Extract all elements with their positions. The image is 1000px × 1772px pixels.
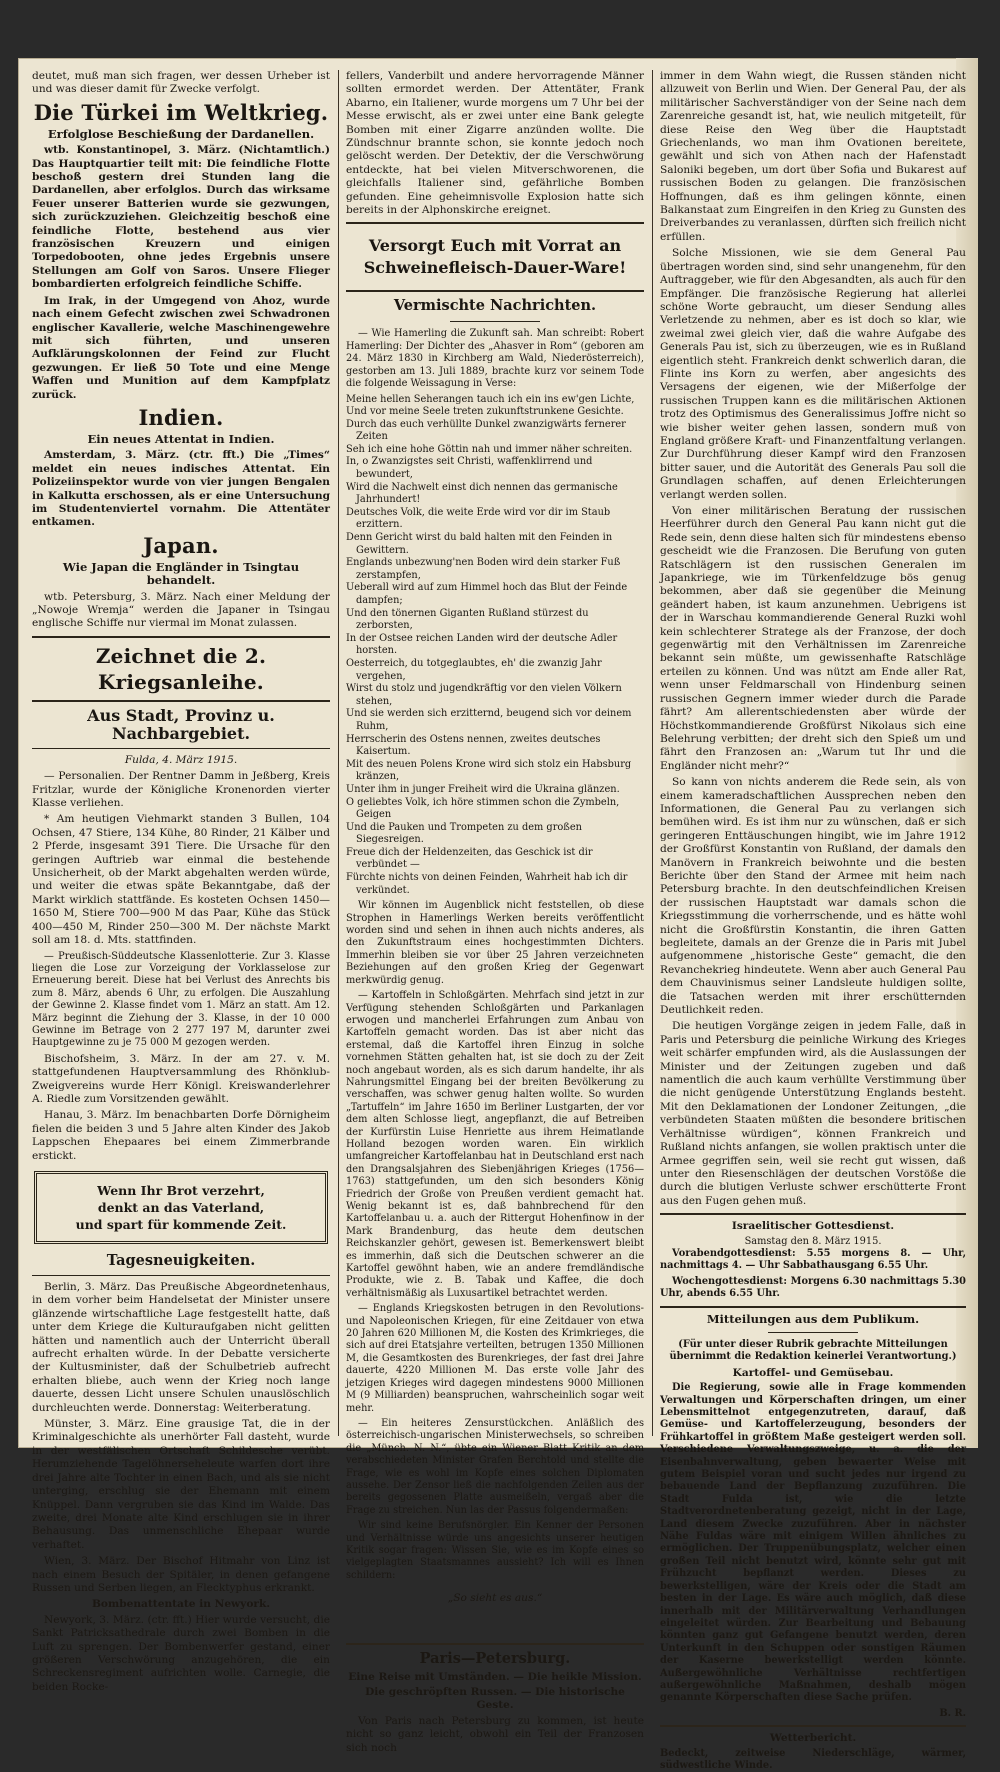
- paragraph: — Englands Kriegskosten betrugen in den Revolutions- und Napoleonischen Kriegen, für eine Zeitdauer von etwa 20 Jahren 620 Millionen M, die Kosten des Krimkrieges, die sich auf drei Etatsjahre verteilten, betrugen 1350 Millionen M, die Gesamtkosten des Burenkrieges, der fast drei Jahre dauerte, 4220 Millionen M. Das erste volle Jahr des jetzigen Krieges wird dagegen mindestens 9000 Millionen M (9 Milliarden) beanspruchen, wahrscheinlich sogar weit mehr.: [346, 1303, 644, 1414]
- separator: [346, 290, 644, 292]
- brot-line: Wenn Ihr Brot verzehrt,: [97, 1183, 265, 1198]
- paragraph: Wir sind keine Berufsnörgler. Ein Kenner der Personen und Verhältnisse würde uns angesichts unserer heutigen Kritik sogar fragen: Wissen Sie, wie es im Kopfe eines so vielgeplagten Staatsmannes aussieht? Ich will es Ihnen schildern:: [346, 1520, 644, 1581]
- paragraph: Bischofsheim, 3. März. In der am 27. v. M. stattgefundenen Hauptversammlung des Rhönklub-Zweigvereins wurde Herr Königl. Kreiswanderlehrer A. Riedle zum Vorsitzenden gewählt.: [32, 1052, 330, 1105]
- column-2: [346, 70, 644, 1754]
- paragraph: Wien, 3. März. Der Bischof Hitmahr von Linz ist nach einem Besuch der Spitäler, in denen gefangene Russen und Serben liegen, an Flecktyphus erkrankt.: [32, 1555, 330, 1594]
- brot-notice-box: [34, 1171, 328, 1244]
- section-title-mitteilungen: Mitteilungen aus dem Publikum.: [706, 1311, 920, 1326]
- hamerling-poem: [346, 394, 644, 898]
- section-title-paris: Paris—Petersburg.: [419, 1649, 571, 1667]
- poem-line: Freue dich der Heldenzeiten, das Geschick ist dir verbündet —: [346, 846, 593, 871]
- poem-line: Herrscherin des Ostens nennen, zweites deutsches Kaisertum.: [346, 733, 601, 758]
- poem-line: In, o Zwanzigstes seit Christi, waffenklirrend und bewundert,: [346, 456, 593, 481]
- separator: [32, 700, 330, 702]
- brot-line: und spart für kommende Zeit.: [75, 1217, 287, 1232]
- article-title-indien: Indien.: [138, 404, 224, 430]
- poem-line: Wird die Nachwelt einst dich nennen das germanische Jahrhundert!: [346, 481, 618, 506]
- separator: [660, 1725, 966, 1727]
- poem-line: Und vor meine Seele treten zukunftstrunkene Gesichte.: [346, 406, 624, 418]
- poem-line: Ueberall wird auf zum Himmel hoch das Blut der Feinde dampfen;: [346, 582, 628, 606]
- separator: [768, 1332, 858, 1333]
- poem-line: Fürchte nichts von deinen Feinden, Wahrheit hab ich dir verkündet.: [346, 872, 628, 896]
- article-title-tuerkei: Die Türkei im Weltkrieg.: [33, 99, 329, 125]
- article-title-japan: Japan.: [143, 532, 219, 558]
- section-title-tagesneuigkeiten: Tagesneuigkeiten.: [106, 1252, 256, 1269]
- poem-line: Oesterreich, du totgeglaubtes, eh' die zwanzig Jahr vergehen,: [346, 657, 602, 682]
- paragraph: Amsterdam, 3. März. (ctr. fft.) Die „Times“ meldet ein neues indisches Attentat. Ein Polizeiinspektor wurde von vier jungen Bengalen in Kalkutta erschossen, als er eine Untersuchung im Studentenviertel vornahm. Die Attentäter entkamen.: [32, 449, 330, 529]
- paragraph: — Preußisch-Süddeutsche Klassenlotterie. Zur 3. Klasse liegen die Lose zur Vorzeigung der Vorklasselose zur Erneuerung bereit. Diese hat bei Verlust des Anrechts bis zum 8. März, abends 6 Uhr, zu erfolgen. Die Auszahlung der Gewinne 2. Klasse findet vom 1. März an statt. Am 12. März beginnt die Ziehung der 3. Klasse, in der 10 000 Gewinne im Betrage von 2 277 197 M, darunter zwei Hauptgewinne zu je 75 000 M gezogen werden.: [32, 950, 330, 1049]
- paragraph: Von einer militärischen Beratung der russischen Heerführer durch den General Pau kann nicht gut die Rede sein, denn diese halten sich für mindestens ebenso gescheidt wie die Franzosen. Die Berufung von guten Ratschlägern ist den russischen Generalen im Japankriege, wie im Türkenfeldzuge bös genug bekommen, aber daß sie gegenüber die Meinung geändert haben, ist kaum anzunehmen. Uebrigens ist der in Warschau kommandierende General Ruzki wohl kein schlechterer Stratege als der Franzose, der doch gegenwärtig mit den Verhältnissen im Zarenreiche bekannt sein müßte, um gewissenhafte Ratschläge erteilen zu können. Und was nützt am Ende aller Rat, wenn unser Feldmarschall von Hindenburg seinen russischen Gegnern immer wieder durch die Parade fährt? Am allerentschiedensten aber würde der Höchstkommandierende Großfürst Nikolaus sich eine Belehrung verbitten; der dreht sich den Spieß um und fährt den Franzosen an: „Warum tut Ihr und die Engländer nicht mehr?“: [660, 505, 966, 772]
- separator: [346, 222, 644, 224]
- section-title-stadt: Aus Stadt, Provinz u. Nachbargebiet.: [87, 705, 275, 743]
- dateline: Fulda, 4. März 1915.: [124, 753, 238, 766]
- paragraph: Solche Missionen, wie sie dem General Pau übertragen worden sind, sind sehr unangenehm, für den Auftraggeber, wie für den Abgesandten, als auch für den Empfänger. Die französische Regierung hat allerlei schöne Worte gebraucht, um dieser Sendung alles Verletzende zu nehmen, aber es ist doch so klar, wie zweimal zwei gleich vier, daß die wahre Aufgabe des Generals Pau ist, sich zu überzeugen, wie es in Rußland eigentlich steht. Frankreich denkt schwerlich daran, die Flinte ins Korn zu werfen, aber angesichts des Versagens der eigenen, wie der Mißerfolge der russischen Truppen kann es die militärischen Aktionen trotz des Optimismus des Generalissimus Joffre nicht so wie bisher weiter gehen lassen, sondern muß von England größere Kraft- und Finanzentfaltung verlangen. Zur Durchführung dieser Kampf wird den Franzosen bitter sauer, und die Autorität des Generals Pau soll die Grundlagen schaffen, auf denen Erleichterungen verlangt werden sollen.: [660, 247, 966, 501]
- subheading: Bombenattentate in Newyork.: [91, 1598, 271, 1611]
- separator: [346, 1643, 644, 1645]
- paragraph: — Personalien. Der Rentner Damm in Jeßberg, Kreis Fritzlar, wurde der Königliche Kronenorden vierter Klasse verliehen.: [32, 770, 330, 810]
- article-subtitle: Die geschröpften Russen. — Die historische Geste.: [365, 1686, 625, 1712]
- poem-line: Und die Pauken und Trompeten zu dem großen Siegesreigen.: [346, 821, 582, 846]
- subheading: Kartoffel- und Gemüsebau.: [732, 1366, 894, 1379]
- paragraph: fellers, Vanderbilt und andere hervorragende Männer sollten ermordet werden. Der Attentäter, Frank Abarno, ein Italiener, wurde morgens um 7 Uhr bei der Messe erwischt, als er zwei unter eine Bank gelegte Bomben mit einer Zigarre anzünden wollte. Die Zündschnur brannte schon, sie konnte jedoch noch gelöscht werden. Der Detektiv, der die Verschwörung entdeckte, hat bei vielen Mitverschworenen, die gleichfalls Italiener sind, gefährliche Bomben gefunden. Eine geheimnisvolle Explosion hatte sich bereits in der Alphonskirche ereignet.: [346, 70, 644, 217]
- paragraph: So kann von nichts anderem die Rede sein, als von einem kameradschaftlichen Aussprechen neben den Informationen, die General Pau zu verlangen sich bemühen wird. Es ist ihm nur zu wünschen, daß er sich geringeren Enttäuschungen hingibt, wie im Jahre 1912 der Großfürst Konstantin von Rußland, der damals den Manövern in Frankreich beiwohnte und die besten Berichte über den Stand der Armee mit heim nach Petersburg brachte. In den deutschfeindlichen Kreisen der russischen Hauptstadt war damals schon die Kriegsstimmung die vorherrschende, und es hätte wohl nicht die Großfürstin Konstantin, die ihren Gatten begleitete, damals an der Grenze die in Paris mit Jubel aufgenommene „historische Geste“ gemacht, die den Revanchekrieg hindeutete. Wenn aber auch General Pau dem Chauvinismus seiner Landsleute huldigen sollte, die Tatsachen werden mit ihrer erschütternden Deutlichkeit reden.: [660, 776, 966, 1017]
- service-date: Samstag den 8. März 1915.: [744, 1235, 882, 1247]
- paragraph: Berlin, 3. März. Das Preußische Abgeordnetenhaus, in dem vorher beim Handelsetat der Minister unsere glänzende wirtschaftliche Lage festgestellt hatte, daß unter dem Kriege die Kulturaufgaben nicht gelitten hätten und namentlich auch der Unterricht überall aufrecht erhalten würde. In der Debatte versicherte der Kultusminister, daß der Schulbetrieb aufrecht erhalten bliebe, auch wenn der Krieg noch lange dauerte, dessen Licht unsere Schulen unauslöschlich durchleuchten werde. Donnerstag: Weiterberatung.: [32, 1281, 330, 1414]
- separator: [450, 321, 540, 322]
- poem-line: O geliebtes Volk, ich höre stimmen schon die Zymbeln, Geigen: [346, 796, 620, 821]
- signature: B. R.: [939, 1707, 966, 1719]
- column-rule: [338, 70, 339, 1436]
- article-subtitle: Wie Japan die Engländer in Tsingtau behandelt.: [62, 559, 300, 588]
- poem-line: Und den tönernen Giganten Rußland stürzest du zerborsten,: [346, 607, 589, 632]
- disclaimer: (Für unter dieser Rubrik gebrachte Mitteilungen übernimmt die Redaktion keinerlei Verantwortung.): [669, 1338, 957, 1363]
- brot-line: denkt an das Vaterland,: [97, 1200, 265, 1215]
- article-subtitle: Ein neues Attentat in Indien.: [87, 431, 275, 446]
- section-title-wetter: Wetterbericht.: [769, 1732, 857, 1745]
- paragraph: wtb. Konstantinopel, 3. März. (Nichtamtlich.) Das Hauptquartier teilt mit: Die feindliche Flotte beschoß gestern drei Stunden lang die Dardanellen, aber erfolglos. Durch das wirksame Feuer unserer Batterien wurde sie gezwungen, sich zurückzuziehen. Gleichzeitig beschoß eine feindliche Flotte, bestehend aus vier französischen Kreuzern und einigen Torpedobooten, ohne jedes Ergebnis unsere Stellungen am Golf von Saros. Unsere Flieger bombardierten erfolgreich feindliche Schiffe.: [32, 144, 330, 291]
- column-rule: [652, 70, 653, 1436]
- paragraph: * Am heutigen Viehmarkt standen 3 Bullen, 104 Ochsen, 47 Stiere, 134 Kühe, 80 Rinder, 21 Kälber und 2 Pferde, insgesamt 391 Tiere. Die Ursache für den geringen Auftrieb war einmal die bestehende Unsicherheit, ob der Markt abgehalten werden würde, und weiter die etwas späte Bekanntgabe, daß der Markt wirklich stattfände. Es kosteten Ochsen 1450—1650 M, Stiere 700—900 M das Paar, Kühe das Stück 400—450 M, Rinder 250—300 M. Der nächste Markt soll am 18. d. Mts. stattfinden.: [32, 813, 330, 947]
- ad-line: Versorgt Euch mit Vorrat an: [368, 236, 622, 256]
- separator: [32, 1275, 330, 1276]
- poem-line: Meine hellen Seherangen tauch ich ein ins ew'gen Lichte,: [346, 393, 635, 405]
- paragraph: Die Regierung, sowie alle in Frage kommenden Verwaltungen und Körperschaften dringen, um einer Lebensmittelnot entgegenzutreten, darauf, daß Gemüse- und Kartoffelerzeugung, besonders der Frühkartoffel in größtem Maße gesteigert werden soll. Verschiedene Verwaltungszweige, u. a. die der Eisenbahnverwaltung, geben bewaerter Weise mit gutem Beispiel voran und sucht jedes nur irgend zu bebauende Land der Bepflanzung zuzuführen. Die Stadt Fulda ist, wie die letzte Stadtverordnetenberatung gezeigt, nicht in der Lage, Land diesem Zwecke zuzuführen. Aber in nächster Nähe Fuldas wäre mit einigem Willen ähnliches zu ermöglichen. Der Truppenübungsplatz, welcher einen großen Teil nicht benutzt wird, könnte sehr gut mit Frühzucht bepflanzt werden. Dieses zu bewerkstelligen, wäre der Kreis oder die Stadt am besten in der Lage. Es wäre auch möglich, daß diese innerhalb mit der Militärverwaltung Verhandlungen eingeleitet würden. Zur Bearbeitung und Bebauung könnten ganz gut Gefangene benutzt werden, deren Unterkunft in den Schuppen oder sonstigen Räumen der Kaserne bewerkstelligt werden könnte. Außergewöhnliche Verhältnisse rechtfertigen außergewöhnliche Maßnahmen, deshalb mögen genannte Körperschaften diese Sache prüfen.: [660, 1382, 966, 1704]
- poem-line: Seh ich eine hohe Göttin nah und immer näher schreiten.: [346, 443, 633, 455]
- column-1: [32, 70, 330, 1693]
- article-subtitle: Eine Reise mit Umständen. — Die heikle Mission.: [348, 1670, 642, 1683]
- newspaper-page: [18, 58, 978, 1771]
- censor-motto: „So sieht es aus.“: [447, 1592, 543, 1605]
- separator: [32, 748, 330, 749]
- paragraph: wtb. Petersburg, 3. März. Nach einer Meldung der „Nowoje Wremja“ werden die Japaner in Tsingau englische Schiffe nur viermal im Monat zulassen.: [32, 590, 330, 630]
- paragraph: — Wie Hamerling die Zukunft sah. Man schreibt: Robert Hamerling: Der Dichter des „Ahasver in Rom“ (geboren am 24. März 1830 in Kirchberg am Wald, Niederösterreich), gestorben am 13. Juli 1889, brachte kurz vor seinem Tode die folgende Weissagung in Verse:: [346, 328, 644, 390]
- poem-line: Wirst du stolz und jugendkräftig vor den vielen Völkern stehen,: [346, 683, 622, 707]
- section-title-vermischte: Vermischte Nachrichten.: [393, 297, 597, 315]
- section-title-gottesdienst: Israelitischer Gottesdienst.: [731, 1220, 895, 1233]
- ad-line: Schweinefleisch-Dauer-Ware!: [363, 258, 627, 278]
- paragraph: — Kartoffeln in Schloßgärten. Mehrfach sind jetzt in zur Verfügung stehenden Schloßgärten und Parkanlagen erwogen und mancherlei Erfahrungen zum Anbau von Kartoffeln gemacht worden. Das ist aber nicht das erstemal, daß die Kartoffel ihren Einzug in solche vornehmen Stätten gehalten hat, ist sie doch zu der Zeit noch angebaut worden, als es sich darum handelte, ihr als Nahrungsmittel Eingang bei der breiten Bevölkerung zu verschaffen, was schwer genug halten wollte. So wurden „Tartuffeln“ im Jahre 1650 im Berliner Lustgarten, der vor dem alten Schlosse liegt, angepflanzt, die auf Betreiben der Kurfürstin Luise Henriette aus ihrem Heimatlande Holland bezogen worden waren. Ein wirklich umfangreicher Kartoffelanbau hat in Deutschland erst nach den Drangsalsjahren des Siebenjährigen Krieges (1756—1763) stattgefunden, um den sich besonders König Friedrich der Große von Preußen verdient gemacht hat. Wenig bekannt ist es, daß bahnbrechend für den Kartoffelanbau u. a. auch der Rittergut Hohenfinow in der Mark Brandenburg, das heute dem deutschen Reichskanzler gehört, gewesen ist. Bemerkenswert bleibt es immerhin, daß sich die Deutschen schwerer an die Kartoffel gewöhnt haben, wie an andere fremdländische Produkte, wie z. B. Tabak und Kaffee, die doch verhältnismäßig als Luxusartikel betrachtet werden.: [346, 990, 644, 1299]
- poem-line: Deutsches Volk, die weite Erde wird vor dir im Staub erzittern.: [346, 506, 611, 531]
- poem-line: Denn Gericht wirst du bald halten mit den Feinden in Gewittern.: [346, 532, 613, 556]
- article-subtitle: Erfolglose Beschießung der Dardanellen.: [47, 126, 315, 141]
- poem-line: Und sie werden sich erzitternd, beugend sich vor deinem Ruhm,: [346, 708, 632, 732]
- paragraph: Von Paris nach Petersburg zu kommen, ist heute nicht so ganz leicht, obwohl ein Teil der Franzosen sich noch: [346, 1714, 644, 1754]
- paragraph: Münster, 3. März. Eine grausige Tat, die in der Kriminalgeschichte als unerhörter Fall dasteht, wurde in der westfälischen Ortschaft Schildesche verübt. Herumziehende Tagelöhnerseheleute warfen dort ihre drei Jahre alte Tochter in einen Bach, und als sie nicht unterging, erschlug sie der Ehemann mit einem Knüppel. Dann vergruben sie das Kind im Walde. Das zweite, drei Monate alte Kind erschlugen sie in ihrer Behausung. Das unmenschliche Ehepaar wurde verhaftet.: [32, 1418, 330, 1551]
- poem-line: In der Ostsee reichen Landen wird der deutsche Adler horsten.: [346, 632, 618, 657]
- intro-paragraph: deutet, muß man sich fragen, wer dessen Urheber ist und was dieser damit für Zwecke verfolgt.: [32, 70, 330, 96]
- poem-line: Durch das euch verhüllte Dunkel zwanzigwärts fernerer Zeiten: [346, 418, 626, 443]
- paragraph: Hanau, 3. März. Im benachbarten Dorfe Dörnigheim fielen die beiden 3 und 5 Jahre alten Kinder des Jakob Lappschen Ehepaares bei einem Zimmerbrande erstickt.: [32, 1109, 330, 1162]
- separator: [32, 636, 330, 638]
- poem-line: Unter ihm in junger Freiheit wird die Ukraina glänzen.: [346, 783, 620, 795]
- paragraph: Im Irak, in der Umgegend von Ahoz, wurde nach einem Gefecht zwischen zwei Schwadronen englischer Kavallerie, welche Maschinengewehre mit sich führten, und unseren Aufklärungskolonnen der Feind zur Flucht gezwungen. Er ließ 50 Tote und eine Menge Waffen und Munition auf dem Kampfplatz zurück.: [32, 294, 330, 401]
- service-line: Wochengottesdienst: Morgens 6.30 nachmittags 5.30 Uhr, abends 6.55 Uhr.: [660, 1275, 966, 1300]
- paragraph: immer in dem Wahn wiegt, die Russen ständen nicht allzuweit von Berlin und Wien. Der General Pau, der als militärischer Sachverständiger von der Seine nach dem Zarenreiche gesandt ist, hat, wie neulich mitgeteilt, für diese Reise den Weg über die Hauptstadt Griechenlands, wo man ihm Ovationen bereitete, gewählt und sich von Athen nach der Hafenstadt Saloniki begeben, um dort über Sofia und Bukarest auf russischen Boden zu gelangen. Die französischen Hoffnungen, daß es ihm gelingen könnte, einen Balkanstaat zum Eingreifen in den Krieg zu Gunsten des Dreiverbandes zu veranlassen, dürften sich freilich nicht erfüllen.: [660, 70, 966, 243]
- poem-line: Mit des neuen Polens Krone wird sich stolz ein Habsburg kränzen,: [346, 758, 632, 783]
- paragraph: Die heutigen Vorgänge zeigen in jedem Falle, daß in Paris und Petersburg die peinliche Wirkung des Krieges weit schärfer empfunden wird, als die Auslassungen der Minister und der Zeitungen zugeben und daß namentlich die auch kaum verhüllte Verstimmung über die nicht genügende Unterstützung Englands besteht. Mit den Deklamationen der Londoner Zeitungen, „die verbündeten Staaten müßten die besondere britischen Verhältnisse würdigen“, können Frankreich und Rußland nichts anfangen, sie wollen praktisch unter die Armee gegriffen sein, weil sie recht gut wissen, daß unter den Riesenschlägen der deutschen Vorstöße die durch die blutigen Verluste schwer erschütterte Front aus den Fugen gehen muß.: [660, 1020, 966, 1207]
- poem-line: Englands unbezwung'nen Boden wird dein starker Fuß zerstampfen,: [346, 557, 621, 581]
- weather-text: Bedeckt, zeitweise Niederschläge, wärmer, südwestliche Winde.: [660, 1747, 966, 1771]
- separator: [660, 1213, 966, 1215]
- paragraph: Newyork, 3. März. (ctr. fft.) Hier wurde versucht, die Sankt Patricksathedrale durch zwei Bomben in die Luft zu sprengen. Der Bombenwerfer gestand, einer größeren Verschwörung anzugehören, die ein Schreckensregiment aufrichten wolle. Carnegie, die beiden Rocke-: [32, 1613, 330, 1693]
- paragraph: Wir können im Augenblick nicht feststellen, ob diese Strophen in Hamerlings Werken bereits veröffentlicht worden sind und sehen in ihnen auch nichts anderes, als den Zukunftstraum eines hochgestimmten Dichters. Immerhin bleiben sie vor über 25 Jahren verzeichneten Beziehungen auf den großen Krieg der Gegenwart merkwürdig genug.: [346, 900, 644, 986]
- separator: [660, 1306, 966, 1308]
- paragraph: — Ein heiteres Zensurstückchen. Anläßlich des österreichisch-ungarischen Ministerwechsels, so schreiben die „Münch. N. N.“, übte ein Wiener Blatt Kritik an dem verabschiedeten Minister Grafen Berchtold und stellte die Frage, wie es wohl im Kopfe eines solchen Diplomaten aussehe. Der Zensor ließ die nachfolgenden Zeilen aus der bereits gegossenen Platte ausmeißeln, vergaß aber die Frage zu streichen. Nun las der Passus folgendermaßen:: [346, 1417, 644, 1516]
- service-line: Vorabendgottesdienst: 5.55 morgens 8. — Uhr, nachmittags 4. — Uhr Sabbathausgang 6.55 Uhr.: [660, 1247, 966, 1272]
- advertisement-schweinefleisch: [346, 229, 644, 285]
- kriegsanleihe-banner: Zeichnet die 2. Kriegsanleihe.: [95, 643, 267, 694]
- blank-space: [346, 1612, 644, 1638]
- column-3: [660, 70, 966, 1771]
